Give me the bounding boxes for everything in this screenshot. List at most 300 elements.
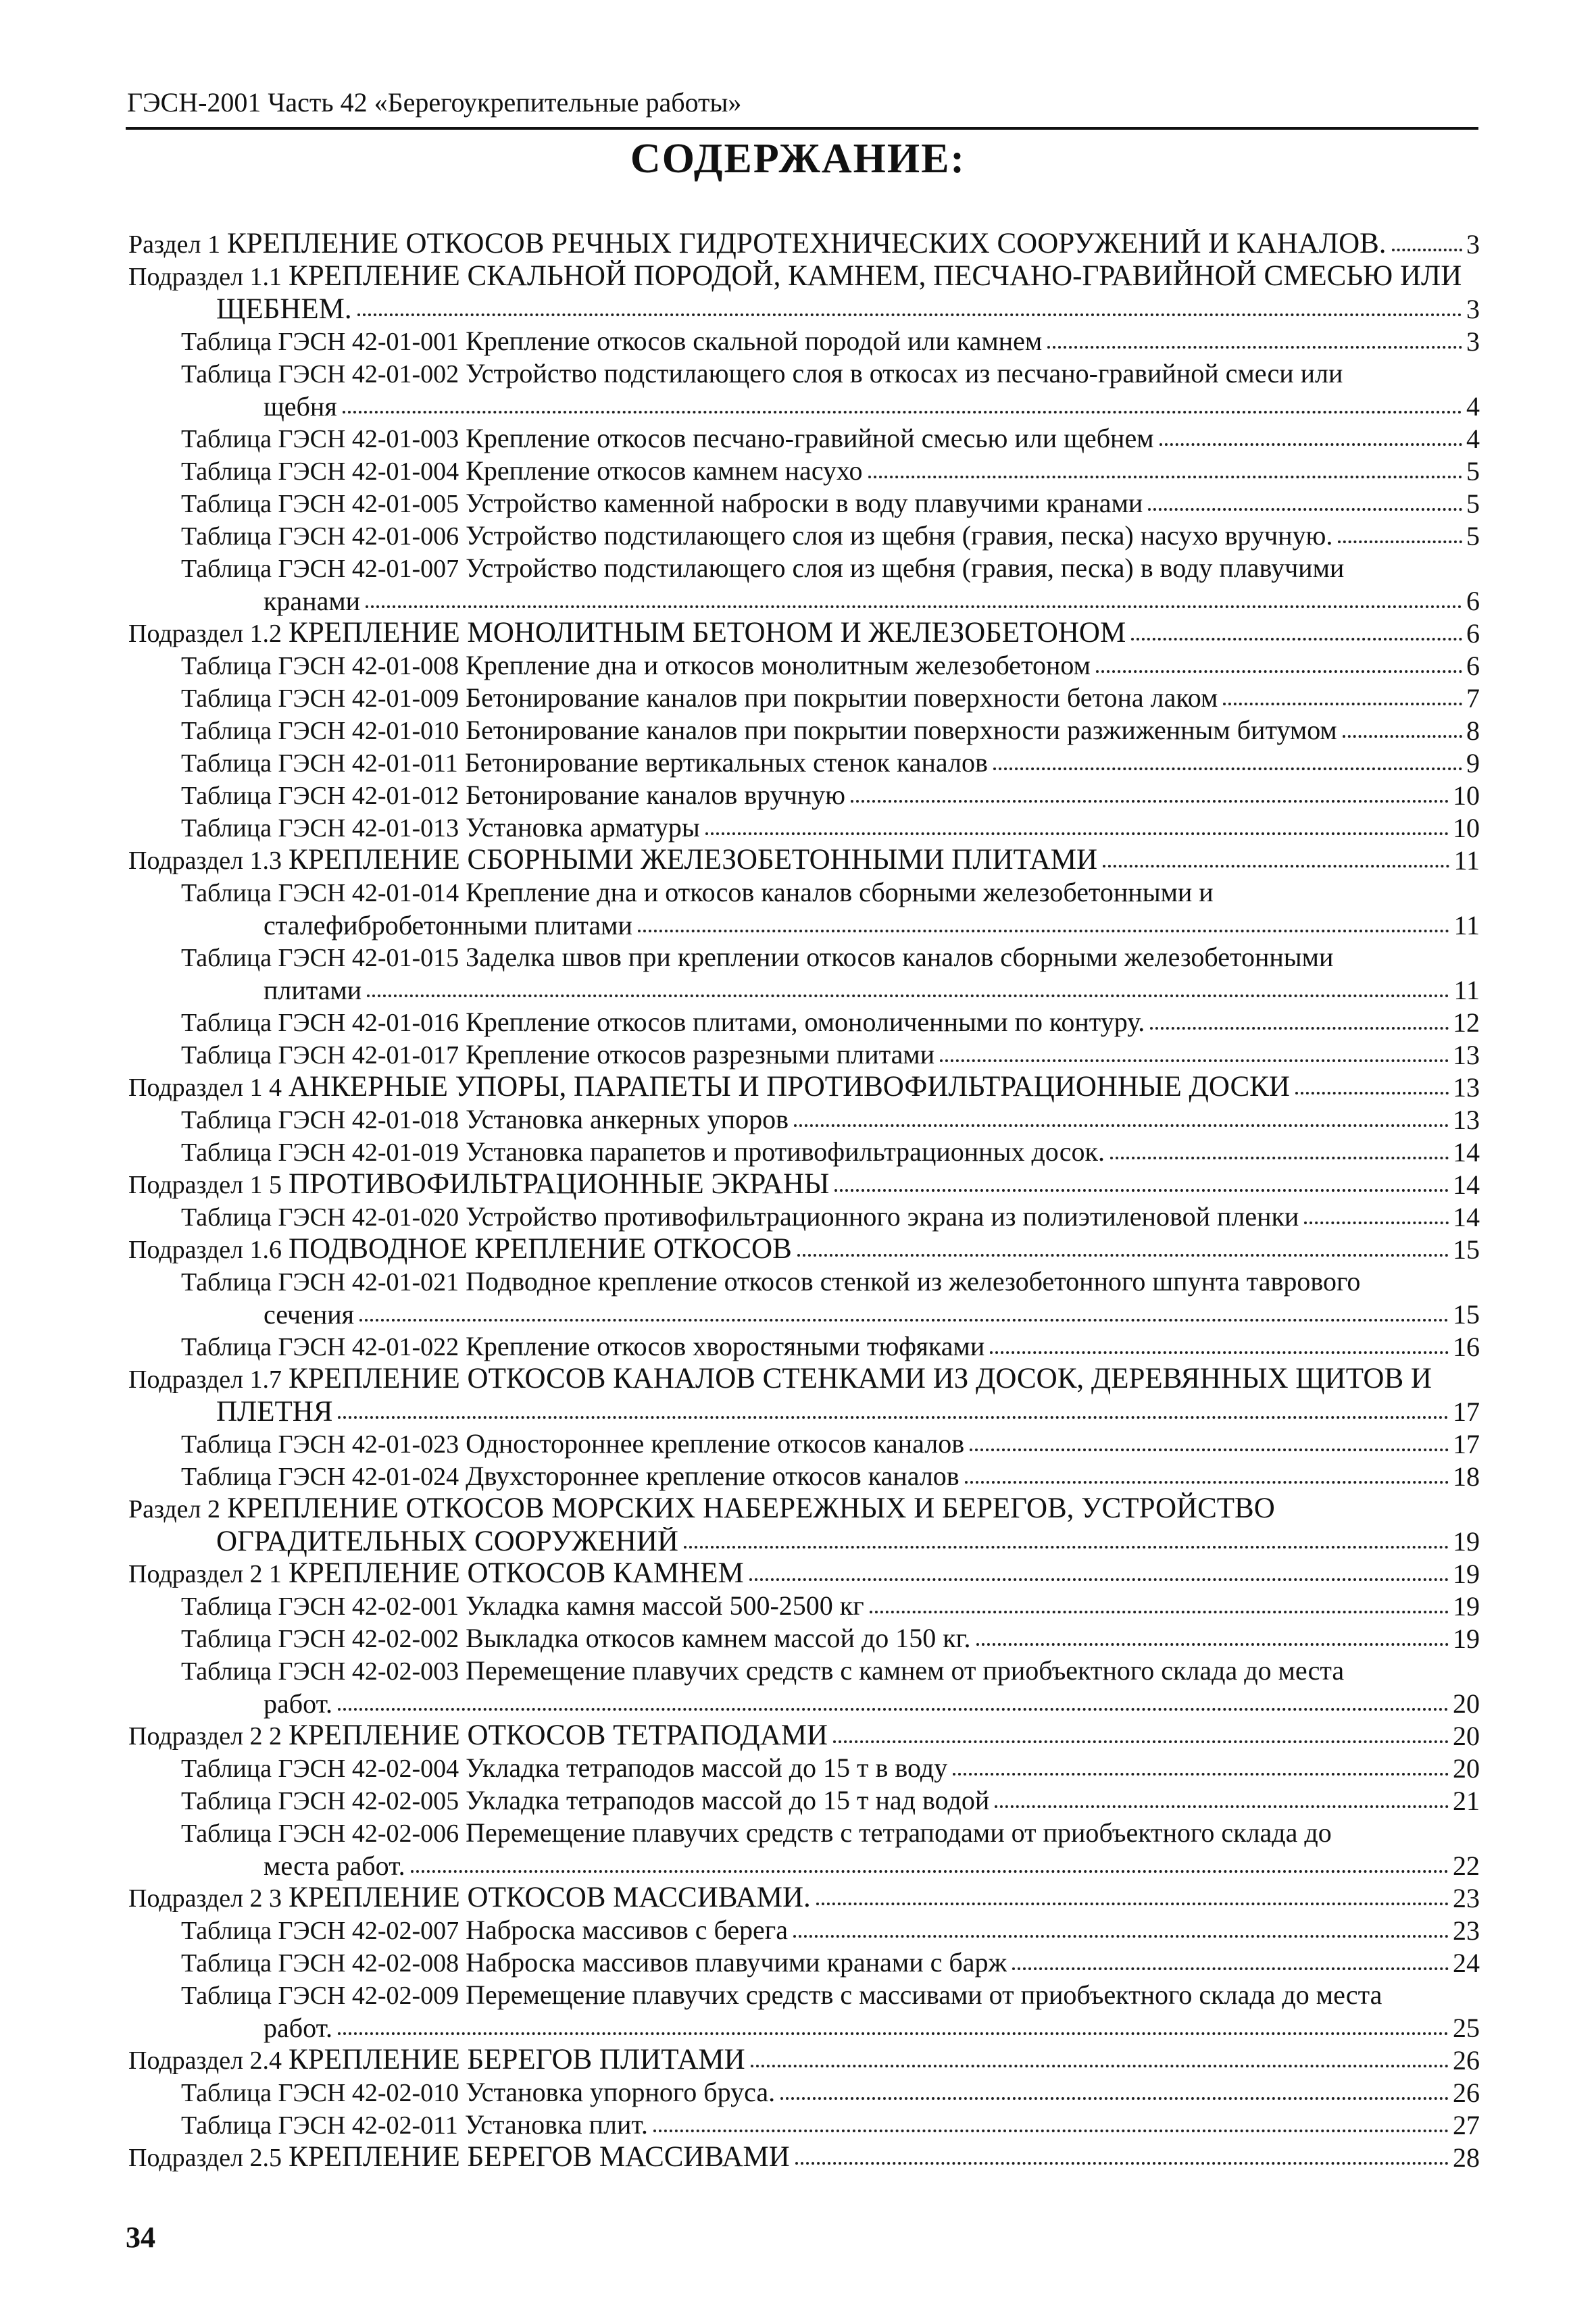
toc-entry-continued-text: плитами xyxy=(264,976,362,1005)
toc-entry xyxy=(128,713,1480,746)
toc-entry xyxy=(128,2043,1480,2076)
toc-entry-page: 14 xyxy=(1453,1169,1480,1200)
toc-entry-page: 6 xyxy=(1466,618,1480,649)
dot-leader xyxy=(870,1611,1449,1613)
toc-entry xyxy=(128,551,1480,584)
dot-leader xyxy=(1012,1967,1449,1970)
toc-entry-title: Одностороннее крепление откосов каналов xyxy=(466,1429,965,1459)
toc-entry-title: Подводное крепление откосов стенкой из железобетонного шпунта таврового xyxy=(466,1266,1361,1297)
toc-entry-page: 25 xyxy=(1453,2013,1480,2043)
toc-entry-prefix: Таблица ГЭСН 42-02-001 xyxy=(181,1592,459,1621)
toc-entry-text xyxy=(181,651,1091,681)
toc-entry-text xyxy=(128,229,1387,259)
dot-leader xyxy=(1103,865,1449,867)
toc-entry xyxy=(128,843,1480,876)
toc-entry-page: 9 xyxy=(1466,748,1480,778)
toc-entry-page: 16 xyxy=(1453,1332,1480,1362)
toc-entry-text xyxy=(181,1105,789,1135)
toc-entry-prefix: Таблица ГЭСН 42-01-021 xyxy=(181,1268,459,1297)
toc-entry-prefix: Таблица ГЭСН 42-01-002 xyxy=(181,360,459,388)
toc-entry-prefix: Таблица ГЭСН 42-01-003 xyxy=(181,425,459,453)
toc-entry-page: 19 xyxy=(1453,1591,1480,1621)
toc-entry-text xyxy=(128,1234,792,1265)
toc-entry-title: Наброска массивов плавучими кранами с барж xyxy=(466,1948,1007,1978)
toc-entry-continuation xyxy=(128,1394,1480,1427)
toc-entry-continued-text: ОГРАДИТЕЛЬНЫХ СООРУЖЕНИЙ xyxy=(216,1527,678,1557)
toc-entry-prefix: Таблица ГЭСН 42-01-010 xyxy=(181,717,459,745)
toc-entry xyxy=(128,1330,1480,1362)
toc-entry-prefix: Таблица ГЭСН 42-01-014 xyxy=(181,879,459,907)
toc-entry xyxy=(128,454,1480,486)
toc-entry-title: Установка арматуры xyxy=(466,813,700,842)
toc-entry-text xyxy=(128,618,1126,649)
toc-entry-prefix: Подраздел 1.3 xyxy=(128,847,282,875)
dot-leader xyxy=(367,995,1449,997)
toc-entry-page: 4 xyxy=(1466,391,1480,422)
toc-entry-title: Укладка тетраподов массой до 15 т над водой xyxy=(466,1786,990,1815)
toc-entry-title: Установка парапетов и противофильтрационных досок. xyxy=(466,1137,1105,1167)
toc-entry xyxy=(128,876,1480,908)
toc-entry-text xyxy=(181,1332,984,1362)
toc-entry-text xyxy=(181,1429,964,1459)
toc-entry-continued-text: ПЛЕТНЯ xyxy=(216,1397,333,1427)
toc-entry-text xyxy=(181,1818,1332,1848)
toc-entry-continuation xyxy=(128,389,1480,422)
toc-entry-prefix: Таблица ГЭСН 42-01-005 xyxy=(181,490,459,518)
toc-entry-title: Бетонирование каналов вручную xyxy=(466,780,846,810)
toc-entry-continued-text: сечения xyxy=(264,1300,355,1330)
dot-leader xyxy=(993,768,1462,770)
toc-entry xyxy=(128,1719,1480,1751)
toc-entry-continuation xyxy=(128,1297,1480,1330)
toc-entry-title: ПОДВОДНОЕ КРЕПЛЕНИЕ ОТКОСОВ xyxy=(289,1234,792,1265)
toc-entry xyxy=(128,1946,1480,1978)
toc-entry-prefix: Таблица ГЭСН 42-02-007 xyxy=(181,1917,459,1945)
dot-leader xyxy=(1392,249,1462,251)
toc-entry-prefix: Таблица ГЭСН 42-01-006 xyxy=(181,522,459,551)
toc-entry-page: 26 xyxy=(1453,2078,1480,2108)
toc-entry-text xyxy=(128,1364,1432,1394)
toc-entry-page: 17 xyxy=(1453,1397,1480,1427)
toc-entry-page: 4 xyxy=(1466,424,1480,454)
toc-entry-text xyxy=(181,488,1143,519)
toc-entry-page: 8 xyxy=(1466,715,1480,746)
toc-entry-continued-text: кранами xyxy=(264,586,361,616)
toc-entry-continued-text: ЩЕБНЕМ. xyxy=(216,295,352,324)
toc-entry-prefix: Таблица ГЭСН 42-01-013 xyxy=(181,814,459,842)
toc-entry-page: 20 xyxy=(1453,1753,1480,1784)
dot-leader xyxy=(1338,540,1462,543)
toc-entry-prefix: Таблица ГЭСН 42-02-002 xyxy=(181,1625,459,1653)
toc-entry-continued-text: сталефибробетонными плитами xyxy=(264,911,632,940)
toc-entry xyxy=(128,324,1480,357)
dot-leader xyxy=(338,1708,1449,1711)
toc-entry-prefix: Таблица ГЭСН 42-01-022 xyxy=(181,1333,459,1361)
dot-leader xyxy=(1295,1092,1449,1095)
toc-entry-page: 17 xyxy=(1453,1429,1480,1459)
toc-entry-title: Перемещение плавучих средств с массивами от приобъектного склада до места xyxy=(466,1980,1382,2010)
toc-entry-text xyxy=(181,1980,1382,2011)
toc-entry-prefix: Таблица ГЭСН 42-01-016 xyxy=(181,1009,459,1037)
toc-entry-prefix: Подраздел 2 1 xyxy=(128,1560,282,1588)
toc-entry-text xyxy=(181,1948,1007,1978)
toc-entry-continuation xyxy=(128,1848,1480,1881)
toc-entry-prefix: Подраздел 2 3 xyxy=(128,1884,282,1913)
toc-entry-page: 13 xyxy=(1453,1040,1480,1070)
toc-entry-prefix: Раздел 1 xyxy=(128,230,220,259)
toc-entry-prefix: Таблица ГЭСН 42-01-019 xyxy=(181,1138,459,1167)
toc-entry xyxy=(128,357,1480,389)
toc-entry-continuation xyxy=(128,292,1480,324)
toc-entry xyxy=(128,422,1480,454)
dot-leader xyxy=(1131,638,1462,640)
toc-entry-text xyxy=(181,813,700,843)
toc-entry-prefix: Подраздел 1.6 xyxy=(128,1236,282,1264)
toc-entry-title: Крепление откосов разрезными плитами xyxy=(466,1040,935,1070)
toc-entry-title: КРЕПЛЕНИЕ ОТКОСОВ МАССИВАМИ. xyxy=(289,1883,811,1913)
dot-leader xyxy=(834,1189,1449,1192)
toc-entry xyxy=(128,649,1480,681)
toc-entry-text xyxy=(181,715,1337,746)
toc-entry-text xyxy=(181,1007,1145,1038)
toc-entry xyxy=(128,1589,1480,1621)
toc-entry-page: 19 xyxy=(1453,1624,1480,1654)
toc-entry-title: КРЕПЛЕНИЕ ОТКОСОВ КАМНЕМ xyxy=(289,1559,744,1589)
page-title: СОДЕРЖАНИЕ: xyxy=(630,136,966,182)
toc-entry-title: Перемещение плавучих средств с камнем от приобъектного склада до места xyxy=(466,1655,1345,1686)
dot-leader xyxy=(833,1740,1449,1743)
toc-entry-title: Выкладка откосов камнем массой до 150 кг. xyxy=(466,1624,971,1653)
toc-entry xyxy=(128,1978,1480,2011)
toc-entry-page: 26 xyxy=(1453,2045,1480,2076)
toc-entry-text xyxy=(181,553,1344,584)
toc-entry-prefix: Подраздел 1 5 xyxy=(128,1171,282,1199)
toc-entry-prefix: Подраздел 1.7 xyxy=(128,1365,282,1394)
toc-entry-text xyxy=(181,326,1042,357)
toc-entry-page: 15 xyxy=(1453,1234,1480,1265)
dot-leader xyxy=(359,1319,1449,1322)
toc-entry-text xyxy=(128,1169,829,1200)
toc-entry xyxy=(128,778,1480,811)
dot-leader xyxy=(976,1643,1449,1646)
toc-entry xyxy=(128,811,1480,843)
toc-entry-page: 5 xyxy=(1466,488,1480,519)
toc-entry-continued-text: места работ. xyxy=(264,1851,405,1881)
dot-leader xyxy=(1223,703,1462,705)
toc-entry-prefix: Таблица ГЭСН 42-01-012 xyxy=(181,782,459,810)
dot-leader xyxy=(940,1059,1449,1062)
dot-leader xyxy=(793,1935,1449,1938)
toc-entry-text xyxy=(181,1786,989,1816)
toc-entry-prefix: Таблица ГЭСН 42-02-011 xyxy=(181,2111,458,2140)
toc-entry-text xyxy=(181,2078,775,2108)
toc-entry-text xyxy=(128,2045,745,2076)
toc-entry-text xyxy=(128,845,1097,876)
toc-entry-continued-text: работ. xyxy=(264,2013,333,2043)
toc-entry-page: 7 xyxy=(1466,683,1480,713)
toc-entry xyxy=(128,1038,1480,1070)
toc-entry-page: 5 xyxy=(1466,521,1480,551)
toc-entry-prefix: Таблица ГЭСН 42-02-004 xyxy=(181,1755,459,1783)
dot-leader xyxy=(970,1449,1449,1451)
toc-entry-page: 21 xyxy=(1453,1786,1480,1816)
toc-entry-text xyxy=(128,1494,1275,1524)
toc-entry-page: 6 xyxy=(1466,586,1480,616)
toc-entry-prefix: Таблица ГЭСН 42-02-010 xyxy=(181,2079,459,2107)
toc-entry-prefix: Таблица ГЭСН 42-01-018 xyxy=(181,1106,459,1134)
toc-entry-title: КРЕПЛЕНИЕ ОТКОСОВ ТЕТРАПОДАМИ xyxy=(289,1721,828,1751)
toc-entry-continued-text: щебня xyxy=(264,392,337,422)
dot-leader xyxy=(684,1546,1449,1549)
dot-leader xyxy=(338,1416,1449,1419)
dot-leader xyxy=(816,1903,1449,1905)
dot-leader xyxy=(1148,508,1462,511)
toc-entry-title: КРЕПЛЕНИЕ БЕРЕГОВ МАССИВАМИ xyxy=(289,2142,790,2173)
toc-entry-prefix: Таблица ГЭСН 42-01-008 xyxy=(181,652,459,680)
toc-entry-page: 3 xyxy=(1466,229,1480,259)
toc-entry-text xyxy=(181,2110,648,2140)
dot-leader xyxy=(653,2130,1449,2132)
dot-leader xyxy=(749,1578,1449,1581)
toc-entry-text xyxy=(181,878,1214,908)
toc-entry xyxy=(128,1265,1480,1297)
toc-entry xyxy=(128,1816,1480,1848)
toc-entry xyxy=(128,1005,1480,1038)
toc-entry-text xyxy=(181,1915,788,1946)
toc-entry xyxy=(128,259,1480,292)
toc-entry-text xyxy=(181,1267,1360,1297)
toc-entry-page: 3 xyxy=(1466,294,1480,324)
toc-entry-title: Устройство противофильтрационного экрана из полиэтиленовой пленки xyxy=(466,1202,1299,1232)
toc-entry-title: КРЕПЛЕНИЕ СКАЛЬНОЙ ПОРОДОЙ, КАМНЕМ, ПЕСЧАНО-ГРАВИЙНОЙ СМЕСЬЮ ИЛИ xyxy=(289,260,1462,292)
toc-entry-title: Бетонирование каналов при покрытии поверхности бетона лаком xyxy=(466,683,1218,713)
toc-entry-text xyxy=(181,359,1343,389)
toc-entry xyxy=(128,1492,1480,1524)
toc-entry-text xyxy=(181,1753,947,1784)
toc-entry xyxy=(128,681,1480,713)
toc-entry-text xyxy=(181,456,863,486)
toc-entry-text xyxy=(128,2142,790,2173)
toc-entry-title: Устройство каменной наброски в воду плавучими кранами xyxy=(466,488,1143,518)
toc-entry xyxy=(128,1621,1480,1654)
toc-entry-page: 12 xyxy=(1453,1007,1480,1038)
toc-entry-prefix: Таблица ГЭСН 42-02-009 xyxy=(181,1982,459,2010)
toc-entry xyxy=(128,2076,1480,2108)
running-header: ГЭСН-2001 Часть 42 «Берегоукрепительные работы» xyxy=(127,87,742,118)
toc-entry-title: Крепление дна и откосов каналов сборными железобетонными и xyxy=(466,877,1214,907)
toc-entry-title: Укладка камня массой 500-2500 кг xyxy=(466,1591,864,1621)
toc-entry-text xyxy=(181,1137,1105,1167)
toc-entry-page: 20 xyxy=(1453,1688,1480,1719)
toc-entry xyxy=(128,746,1480,778)
toc-entry-text xyxy=(181,1656,1344,1686)
dot-leader xyxy=(868,476,1462,478)
toc-entry xyxy=(128,1881,1480,1913)
toc-entry-prefix: Подраздел 2.4 xyxy=(128,2046,282,2075)
toc-entry-title: Укладка тетраподов массой до 15 т в воду xyxy=(466,1753,948,1783)
toc-entry-page: 22 xyxy=(1453,1851,1480,1881)
toc-entry-title: АНКЕРНЫЕ УПОРЫ, ПАРАПЕТЫ И ПРОТИВОФИЛЬТРАЦИОННЫЕ ДОСКИ xyxy=(289,1072,1290,1103)
toc-entry-text xyxy=(181,1202,1299,1232)
toc-entry-title: Бетонирование вертикальных стенок каналов xyxy=(464,748,988,778)
toc-entry-page: 11 xyxy=(1453,975,1480,1005)
header-rule xyxy=(126,127,1478,130)
toc-entry-continued-text: работ. xyxy=(264,1689,333,1719)
toc-entry-title: Бетонирование каналов при покрытии поверхности разжиженным битумом xyxy=(466,715,1337,745)
toc-entry-prefix: Подраздел 1 4 xyxy=(128,1074,282,1102)
toc-entry xyxy=(128,1167,1480,1200)
toc-entry-page: 6 xyxy=(1466,651,1480,681)
toc-entry xyxy=(128,1557,1480,1589)
toc-entry-page: 3 xyxy=(1466,326,1480,357)
toc-entry xyxy=(128,1070,1480,1103)
toc-entry-prefix: Таблица ГЭСН 42-01-011 xyxy=(181,749,458,778)
toc-entry-title: КРЕПЛЕНИЕ СБОРНЫМИ ЖЕЛЕЗОБЕТОННЫМИ ПЛИТАМИ xyxy=(289,845,1098,876)
page-number: 34 xyxy=(126,2221,155,2254)
dot-leader xyxy=(797,1254,1449,1257)
toc-entry-title: Крепление откосов песчано-гравийной смесью или щебнем xyxy=(466,424,1154,453)
toc-entry-page: 19 xyxy=(1453,1526,1480,1557)
toc-entry-page: 13 xyxy=(1453,1072,1480,1103)
dot-leader xyxy=(794,1124,1449,1127)
toc-entry-continuation xyxy=(128,584,1480,616)
toc-entry xyxy=(128,1232,1480,1265)
toc-entry-prefix: Таблица ГЭСН 42-01-020 xyxy=(181,1203,459,1232)
toc-entry-page: 23 xyxy=(1453,1883,1480,1913)
toc-entry-prefix: Таблица ГЭСН 42-01-001 xyxy=(181,328,459,356)
dot-leader xyxy=(1110,1157,1449,1159)
toc-entry xyxy=(128,1751,1480,1784)
toc-entry xyxy=(128,1427,1480,1459)
toc-entry-title: КРЕПЛЕНИЕ ОТКОСОВ РЕЧНЫХ ГИДРОТЕХНИЧЕСКИХ СООРУЖЕНИЙ И КАНАЛОВ. xyxy=(227,229,1387,259)
toc-entry xyxy=(128,1200,1480,1232)
dot-leader xyxy=(795,2162,1449,2165)
toc-entry-title: Устройство подстилающего слоя в откосах из песчано-гравийной смеси или xyxy=(466,358,1343,388)
toc-entry-title: Устройство подстилающего слоя из щебня (гравия, песка) насухо вручную. xyxy=(466,521,1333,551)
table-of-contents xyxy=(128,227,1480,2173)
toc-entry-page: 11 xyxy=(1453,845,1480,876)
toc-entry xyxy=(128,1459,1480,1492)
dot-leader xyxy=(1150,1027,1449,1030)
toc-entry-text xyxy=(181,521,1332,551)
dot-leader xyxy=(638,930,1450,932)
toc-entry-title: Устройство подстилающего слоя из щебня (гравия, песка) в воду плавучими xyxy=(466,553,1345,583)
dot-leader xyxy=(705,832,1449,835)
toc-entry-title: Установка анкерных упоров xyxy=(466,1105,789,1134)
toc-entry-page: 10 xyxy=(1453,780,1480,811)
toc-entry-title: Перемещение плавучих средств с тетраподами от приобъектного склада до xyxy=(466,1817,1332,1848)
toc-entry-prefix: Таблица ГЭСН 42-01-007 xyxy=(181,555,459,583)
toc-entry xyxy=(128,940,1480,973)
dot-leader xyxy=(995,1805,1449,1808)
toc-entry-title: Крепление откосов плитами, омоноличенными по контуру. xyxy=(466,1007,1145,1037)
toc-entry-page: 20 xyxy=(1453,1721,1480,1751)
toc-entry xyxy=(128,486,1480,519)
toc-entry-title: Двухстороннее крепление откосов каналов xyxy=(466,1461,959,1491)
dot-leader xyxy=(851,800,1449,803)
toc-entry-page: 5 xyxy=(1466,456,1480,486)
toc-entry-title: Крепление откосов скальной породой или камнем xyxy=(466,326,1043,356)
toc-entry-text xyxy=(128,1883,811,1913)
toc-entry-page: 27 xyxy=(1453,2110,1480,2140)
toc-entry xyxy=(128,1784,1480,1816)
toc-entry-prefix: Раздел 2 xyxy=(128,1495,220,1524)
toc-entry-prefix: Таблица ГЭСН 42-01-009 xyxy=(181,684,459,713)
toc-entry-page: 18 xyxy=(1453,1461,1480,1492)
toc-entry-text xyxy=(181,748,988,778)
dot-leader xyxy=(965,1481,1449,1484)
dot-leader xyxy=(366,605,1462,608)
dot-leader xyxy=(343,411,1462,413)
toc-entry-page: 24 xyxy=(1453,1948,1480,1978)
dot-leader xyxy=(1304,1222,1449,1224)
toc-entry-page: 14 xyxy=(1453,1202,1480,1232)
dot-leader xyxy=(953,1773,1449,1776)
dot-leader xyxy=(751,2065,1449,2067)
toc-entry-page: 28 xyxy=(1453,2142,1480,2173)
toc-entry-prefix: Таблица ГЭСН 42-01-023 xyxy=(181,1430,459,1459)
toc-entry-prefix: Таблица ГЭСН 42-02-008 xyxy=(181,1949,459,1978)
dot-leader xyxy=(1159,443,1462,446)
dot-leader xyxy=(1047,346,1462,349)
toc-entry-text xyxy=(181,683,1218,713)
toc-entry-text xyxy=(128,1072,1290,1103)
toc-entry xyxy=(128,2140,1480,2173)
toc-entry xyxy=(128,1362,1480,1394)
toc-entry xyxy=(128,1103,1480,1135)
toc-entry-title: Крепление откосов камнем насухо xyxy=(466,456,863,486)
toc-entry-page: 11 xyxy=(1453,910,1480,940)
toc-entry-prefix: Подраздел 1.2 xyxy=(128,620,282,648)
toc-entry xyxy=(128,616,1480,649)
toc-entry xyxy=(128,2108,1480,2140)
toc-entry-title: Крепление откосов хворостяными тюфяками xyxy=(466,1332,985,1361)
toc-entry-title: ПРОТИВОФИЛЬТРАЦИОННЫЕ ЭКРАНЫ xyxy=(289,1169,830,1200)
toc-entry-continuation xyxy=(128,1524,1480,1557)
toc-entry-continuation xyxy=(128,2011,1480,2043)
toc-entry-prefix: Таблица ГЭСН 42-02-005 xyxy=(181,1787,459,1815)
toc-entry-text xyxy=(181,942,1333,973)
toc-entry-prefix: Подраздел 1.1 xyxy=(128,263,282,291)
toc-entry-prefix: Таблица ГЭСН 42-02-003 xyxy=(181,1657,459,1686)
toc-entry-prefix: Таблица ГЭСН 42-01-004 xyxy=(181,457,459,486)
toc-entry-title: Установка плит. xyxy=(464,2110,648,2140)
toc-entry-title: Крепление дна и откосов монолитным железобетоном xyxy=(466,651,1091,680)
dot-leader xyxy=(1343,735,1462,738)
dot-leader xyxy=(338,2032,1449,2035)
toc-entry-text xyxy=(181,1461,959,1492)
dot-leader xyxy=(990,1351,1449,1354)
toc-entry-text xyxy=(181,424,1154,454)
toc-entry-title: Заделка швов при креплении откосов каналов сборными железобетонными xyxy=(466,942,1334,972)
toc-entry-text xyxy=(181,1591,864,1621)
toc-entry-text xyxy=(128,261,1462,292)
toc-entry-text xyxy=(181,1624,971,1654)
toc-entry-continuation xyxy=(128,1686,1480,1719)
dot-leader xyxy=(780,2097,1449,2100)
dot-leader xyxy=(411,1870,1449,1873)
toc-entry-page: 15 xyxy=(1453,1299,1480,1330)
toc-entry-text xyxy=(128,1559,744,1589)
toc-entry-prefix: Подраздел 2.5 xyxy=(128,2144,282,2172)
toc-entry-prefix: Таблица ГЭСН 42-02-006 xyxy=(181,1819,459,1848)
toc-entry-title: КРЕПЛЕНИЕ ОТКОСОВ КАНАЛОВ СТЕНКАМИ ИЗ ДОСОК, ДЕРЕВЯННЫХ ЩИТОВ И xyxy=(289,1363,1432,1394)
toc-entry xyxy=(128,1654,1480,1686)
toc-entry-text xyxy=(181,780,845,811)
toc-entry-page: 10 xyxy=(1453,813,1480,843)
toc-entry-continuation xyxy=(128,908,1480,940)
toc-entry-continuation xyxy=(128,973,1480,1005)
